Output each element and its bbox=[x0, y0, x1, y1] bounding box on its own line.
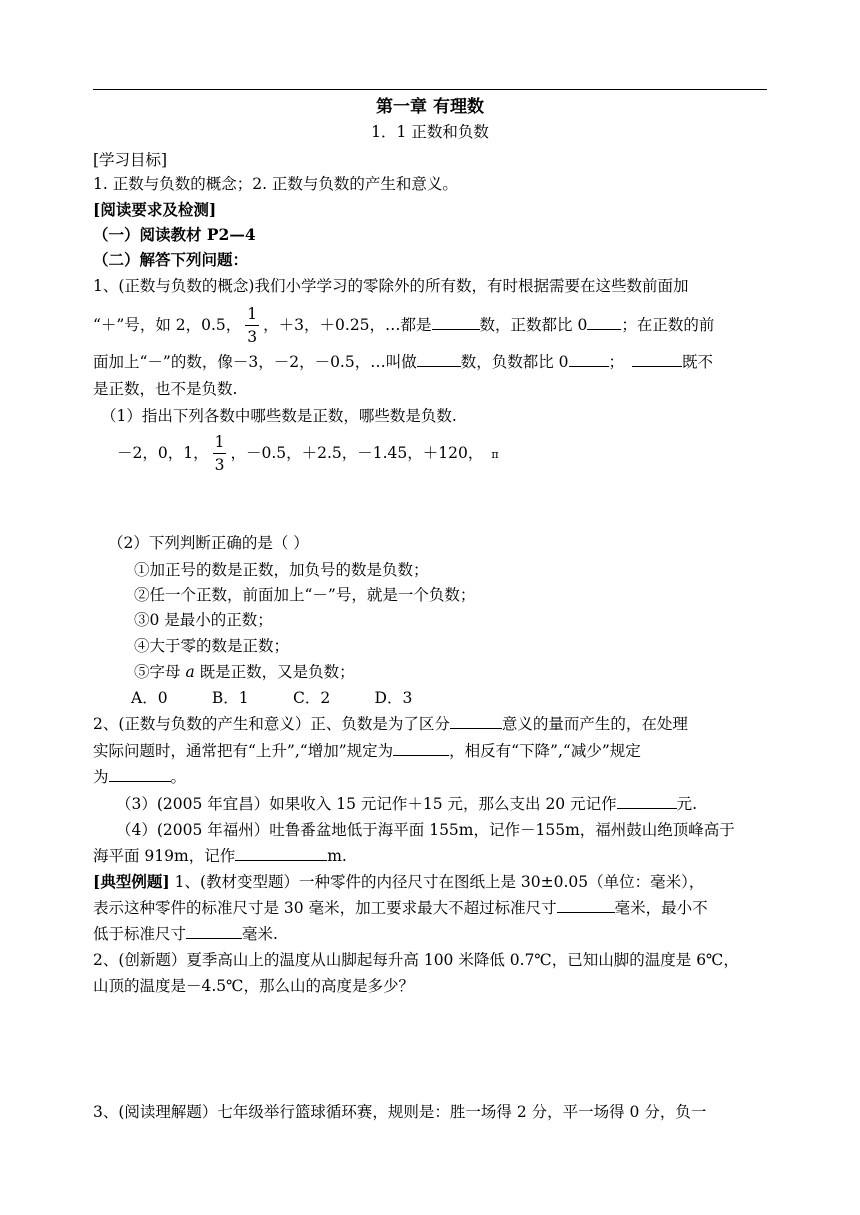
reading-header: [阅读要求及检测] bbox=[93, 200, 217, 219]
fraction-denominator: 3 bbox=[247, 327, 258, 346]
question-2-choices: A．0 B．1 C．2 D．3 bbox=[131, 689, 413, 707]
problem-1-line-3-text-d: 既不 bbox=[682, 353, 714, 371]
problem-1-line-2-text-b: ，＋3，＋0.25，…都是 bbox=[263, 316, 432, 334]
fraction-numerator: 1 bbox=[245, 307, 259, 326]
example-2-line-2: 山顶的温度是－4.5℃，那么山的高度是多少？ bbox=[93, 977, 414, 995]
example-2-line-1: 2、(创新题）夏季高山上的温度从山脚起每升高 100 米降低 0.7℃，已知山脚的温度是 6℃， bbox=[93, 951, 739, 969]
problem-1-line-1: 1、(正数与负数的概念)我们小学学习的零除外的所有数，有时根据需要在这些数前面加 bbox=[93, 277, 689, 295]
problem-2-line-1-text-a: 2、(正数与负数的产生和意义）正、负数是为了区分 bbox=[93, 715, 450, 733]
goals-text: 1. 正数与负数的概念；2. 正数与负数的产生和意义。 bbox=[93, 175, 458, 193]
example-1-line-2-text-b: 毫米，最小不 bbox=[614, 899, 708, 917]
question-2-option-2: ②任一个正数，前面加上“－”号，就是一个负数； bbox=[134, 586, 476, 604]
problem-2-line-2 bbox=[93, 741, 641, 761]
blank-max[interactable] bbox=[557, 898, 615, 913]
problem-1-line-2-text-c: 数，正数都比 0 bbox=[479, 316, 588, 334]
problem-1-line-3-text-b: 数，负数都比 0 bbox=[460, 353, 569, 371]
option-5-text-b: 既是正数，又是负数； bbox=[194, 663, 355, 681]
blank-rise[interactable] bbox=[393, 741, 449, 756]
problem-1-line-2 bbox=[93, 306, 714, 345]
fraction-numerator-2: 1 bbox=[213, 435, 227, 454]
fraction-denominator-2: 3 bbox=[214, 455, 225, 474]
problem-1-line-3-text-a: 面加上“－”的数，像－3，－2，－0.5，…叫做 bbox=[93, 353, 417, 371]
fraction-one-third-2 bbox=[213, 435, 227, 473]
example-1-line-3 bbox=[93, 924, 278, 944]
section-title: 1．1 正数和负数 bbox=[371, 123, 489, 141]
blank-positive[interactable] bbox=[432, 315, 480, 330]
example-1-line-1 bbox=[93, 872, 704, 892]
blank-negative[interactable] bbox=[417, 352, 461, 367]
problem-2-line-2-text-a: 实际问题时，通常把有“上升”,“增加”规定为 bbox=[93, 742, 394, 760]
question-4-line-2 bbox=[93, 846, 347, 866]
example-1-line-3-text-b: 毫米. bbox=[242, 925, 278, 943]
pi-symbol: π bbox=[491, 448, 499, 461]
reading-item-2: （二）解答下列问题： bbox=[93, 250, 249, 269]
problem-1-line-3 bbox=[93, 352, 713, 372]
problem-2-line-2-text-b: ，相反有“下降”,“减少”规定 bbox=[449, 742, 641, 760]
question-4-line-2-text-a: 海平面 919m，记作 bbox=[93, 847, 236, 865]
problem-1-line-3-text-c: ； bbox=[608, 353, 625, 371]
problem-2-line-3-text-a: 为 bbox=[93, 768, 109, 786]
problem-1-line-2-text-d: ；在正数的前 bbox=[621, 316, 715, 334]
goals-header: [学习目标] bbox=[93, 151, 168, 169]
top-rule bbox=[93, 89, 767, 90]
examples-header: [典型例题] bbox=[93, 872, 170, 891]
blank-fall[interactable] bbox=[109, 767, 171, 782]
problem-2-line-1 bbox=[93, 714, 688, 734]
blank-zero[interactable] bbox=[632, 352, 682, 367]
variable-a: a bbox=[185, 663, 195, 681]
problem-1-line-2-text-a: “＋”号，如 2，0.5， bbox=[93, 316, 242, 334]
example-3-line-1: 3、(阅读理解题）七年级举行篮球循环赛，规则是：胜一场得 2 分，平一场得 0 分，负一 bbox=[93, 1103, 707, 1121]
problem-1-line-4: 是正数，也不是负数. bbox=[93, 380, 238, 398]
example-1-line-2 bbox=[93, 898, 708, 918]
example-1-text: 1、(教材变型题）一种零件的内径尺寸在图纸上是 30±0.05（单位：毫米）， bbox=[169, 873, 705, 891]
blank-expense[interactable] bbox=[617, 794, 677, 809]
option-5-text-a: ⑤字母 bbox=[134, 663, 186, 681]
number-list-b: ，－0.5，＋2.5，－1.45，＋120， bbox=[230, 444, 484, 462]
blank-opposite[interactable] bbox=[450, 714, 502, 729]
blank-min[interactable] bbox=[186, 924, 242, 939]
question-3-text-a: （3）(2005 年宜昌）如果收入 15 元记作＋15 元，那么支出 20 元记作 bbox=[116, 795, 617, 813]
question-3 bbox=[116, 794, 697, 814]
reading-item-1: （一）阅读教材 P2—4 bbox=[93, 225, 256, 244]
problem-2-line-1-text-b: 意义的量而产生的，在处理 bbox=[501, 715, 688, 733]
problem-2-line-3 bbox=[93, 767, 186, 787]
number-list-a: －2，0，1， bbox=[117, 444, 209, 462]
question-1-label: （1）指出下列各数中哪些数是正数，哪些数是负数. bbox=[101, 407, 457, 425]
question-1-number-list bbox=[117, 434, 499, 474]
question-3-text-b: 元. bbox=[676, 795, 698, 813]
problem-2-line-3-text-b: 。 bbox=[170, 768, 187, 786]
blank-positive-compare[interactable] bbox=[587, 315, 621, 330]
question-2-option-4: ④大于零的数是正数； bbox=[134, 637, 290, 655]
blank-altitude[interactable] bbox=[235, 846, 327, 861]
question-2-option-3: ③0 是最小的正数； bbox=[134, 611, 273, 629]
blank-negative-compare[interactable] bbox=[569, 352, 609, 367]
question-4-line-2-text-b: m. bbox=[327, 847, 347, 865]
question-2-label: （2）下列判断正确的是（ ） bbox=[108, 534, 309, 552]
question-4-line-1: （4）(2005 年福州）吐鲁番盆地低于海平面 155m，记作－155m，福州鼓山绝顶峰高于 bbox=[116, 821, 735, 839]
fraction-one-third bbox=[245, 307, 259, 345]
chapter-title: 第一章 有理数 bbox=[376, 97, 484, 117]
question-2-option-5 bbox=[134, 662, 355, 682]
question-2-option-1: ①加正号的数是正数，加负号的数是负数； bbox=[134, 561, 429, 579]
example-1-line-3-text-a: 低于标准尺寸 bbox=[93, 925, 187, 943]
example-1-line-2-text-a: 表示这种零件的标准尺寸是 30 毫米，加工要求最大不超过标准尺寸 bbox=[93, 899, 557, 917]
